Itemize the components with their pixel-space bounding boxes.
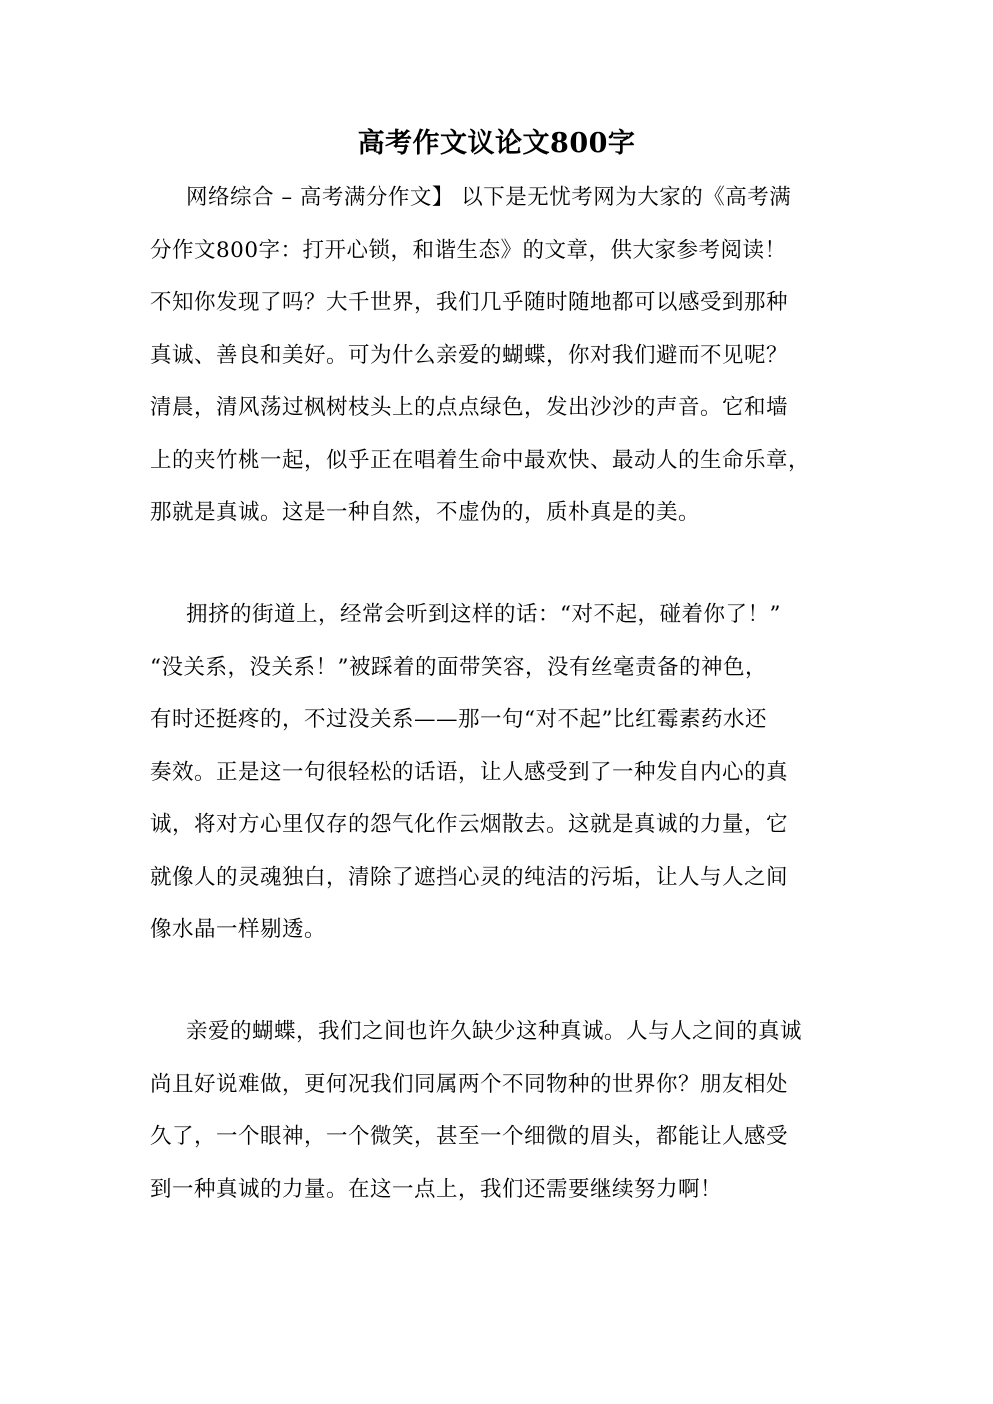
paragraph-line: 久了，一个眼神，一个微笑，甚至一个细微的眉头，都能让人感受 [150,1124,789,1149]
paragraph-3 [150,1006,850,1216]
paragraph-line: 上的夹竹桃一起，似乎正在唱着生命中最欢快、最动人的生命乐章， [150,447,811,473]
paragraph-1 [150,172,850,540]
paragraph-line: 清晨，清风荡过枫树枝头上的点点绿色，发出沙沙的声音。它和墙 [150,395,789,420]
paragraph-line: 诚，将对方心里仅存的怨气化作云烟散去。这就是真诚的力量，它 [150,812,789,837]
paragraph-2 [150,589,850,957]
paragraph-line: 有时还挺疼的，不过没关系——那一句“对不起”比红霉素药水还 [150,707,767,732]
document-title: 高考作文议论文800字 [357,128,636,159]
paragraph-line: 拥挤的街道上，经常会听到这样的话：“对不起，碰着你了！” [186,602,781,627]
paragraph-line: 像水晶一样剔透。 [150,917,327,942]
paragraph-line: 尚且好说难做，更何况我们同属两个不同物种的世界你？朋友相处 [150,1071,789,1097]
paragraph-line: 网络综合 – 高考满分作文】 以下是无忧考网为大家的《高考满 [186,185,792,210]
paragraph-line: 亲爱的蝴蝶，我们之间也许久缺少这种真诚。人与人之间的真诚 [186,1019,803,1044]
paragraph-line: “没关系，没关系！”被踩着的面带笑容，没有丝毫责备的神色， [150,654,767,680]
paragraph-line: 那就是真诚。这是一种自然，不虚伪的，质朴真是的美。 [150,500,701,525]
paragraph-line: 就像人的灵魂独白，清除了遮挡心灵的纯洁的污垢，让人与人之间 [150,864,789,890]
paragraph-line: 奏效。正是这一句很轻松的话语，让人感受到了一种发自内心的真 [150,759,789,785]
paragraph-line: 不知你发现了吗？大千世界，我们几乎随时随地都可以感受到那种 [150,290,789,315]
paragraph-line: 到一种真诚的力量。在这一点上，我们还需要继续努力啊！ [150,1176,723,1202]
paragraph-line: 真诚、善良和美好。可为什么亲爱的蝴蝶，你对我们避而不见呢？ [150,342,789,368]
paragraph-line: 分作文800字：打开心锁，和谐生态》的文章，供大家参考阅读！ [150,237,787,263]
